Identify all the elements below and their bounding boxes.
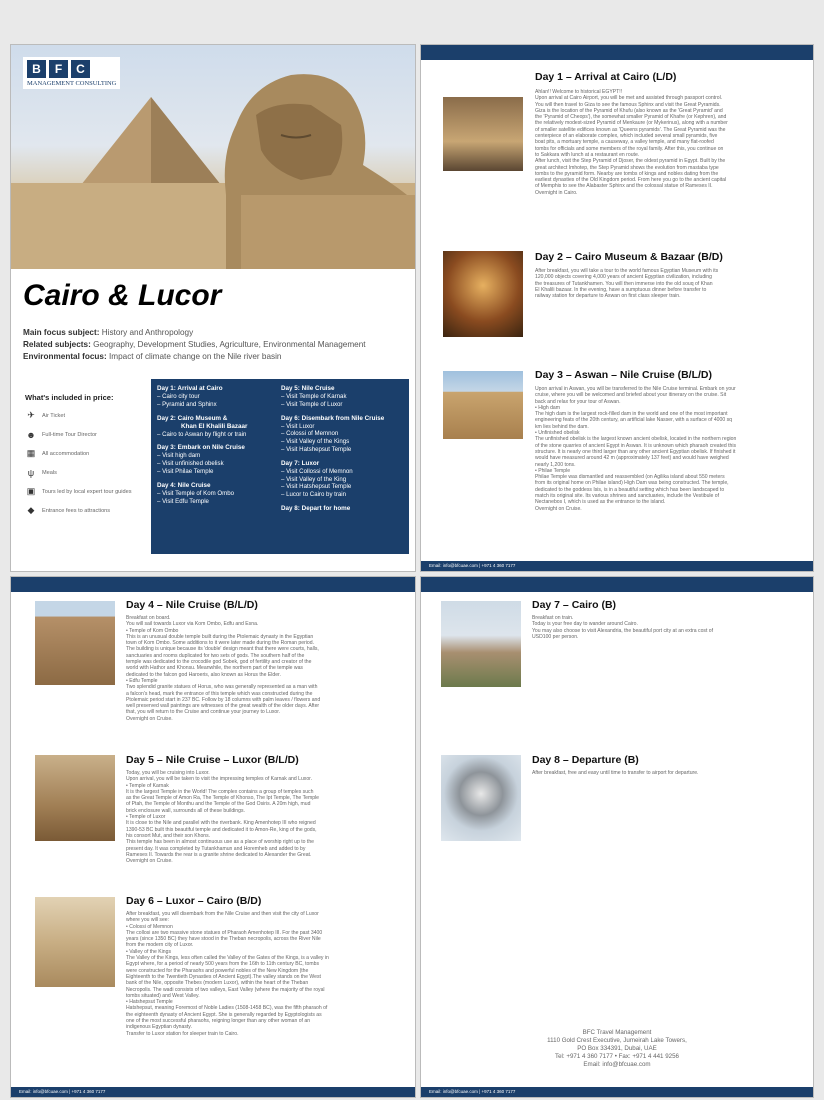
body-line: Today, you will be cruising into Luxor. (126, 770, 210, 776)
page-footer: Email: info@bfcuae.com | +971 4 360 7177 (421, 561, 813, 571)
focus-block (23, 327, 415, 363)
itinerary-item: – Visit Temple of Kom Ombo (157, 489, 234, 497)
included-item (25, 482, 150, 501)
bus-icon: ▣ (26, 486, 36, 496)
included-label: Entrance fees to attractions (42, 507, 111, 514)
body-line: After lunch, visit the Step Pyramid of Djoser, the oldest pyramid in Egypt. Built by the (535, 158, 726, 165)
top-bar (421, 45, 813, 60)
day-title: Day 5 – Nile Cruise – Luxor (B/L/D) (126, 754, 299, 766)
itinerary-item: – Colossi of Memnon (281, 430, 339, 438)
body-line: great architect Imhotep, the Step Pyramid shows the evolution from mastaba type (535, 164, 719, 171)
day-title: Day 1 – Arrival at Cairo (L/D) (535, 71, 677, 83)
sphinx-pyramid-photo (11, 45, 416, 269)
itinerary-item: – Cairo city tour (157, 393, 200, 400)
body-line: Giza is the location of the Pyramid of Khufu (also known as the 'Great Pyramid' and (535, 107, 723, 114)
included-label: Meals (42, 469, 57, 476)
body-line: You will sail towards Luxor via Kom Ombo, Edfu and Esna. (126, 621, 259, 628)
itinerary-day-title: Day 1: Arrival at Cairo (157, 385, 223, 392)
body-line: The high dam is the largest rock-filled dam in the world and one of the most important (535, 411, 728, 418)
included-label: All accommodation (42, 450, 90, 457)
body-line: his consort Mut, and their son Khons. (126, 832, 211, 839)
body-line: of Memphis to see the Alabaster Sphinx and the colossal statue of Rameses II. (535, 183, 713, 190)
ticket-icon: ◆ (27, 505, 35, 515)
hatshepsut-temple-photo (35, 897, 115, 987)
body-line: • Philae Temple (535, 467, 571, 474)
body-line: You may also choose to visit Alexandria, the beautiful port city at an extra cost of (532, 627, 714, 634)
itinerary-day (157, 444, 277, 475)
day-title: Day 3 – Aswan – Nile Cruise (B/L/D) (535, 369, 712, 381)
body-line: • High dam (535, 404, 560, 411)
body-line: boat pits, a mortuary temple, a causeway, a valley temple, and many flat-roofed (535, 139, 714, 146)
body-line: • Hatshepsut Temple (126, 999, 173, 1006)
body-line: • Temple of Karnak (126, 782, 169, 789)
body-line: Overnight in Cairo. (535, 189, 578, 196)
included-label: Tours led by local expert tour guides (42, 488, 132, 495)
temple-photo (443, 371, 523, 439)
cover-page (10, 44, 416, 572)
day-body (126, 770, 406, 864)
body-line: You will then travel to Giza to see the famous Sphinx and visit the Great Pyramids. (535, 101, 721, 108)
body-line: The Valley of the Kings, less often called the Valley of the Gates of the Kings, is a valley in (126, 955, 329, 962)
focus-label: Related subjects: (23, 340, 91, 349)
included-item (25, 463, 150, 482)
day-body (535, 268, 811, 299)
logo-letter: B (27, 60, 46, 78)
body-line: Upon arrival at Cairo Airport, you will be met and assisted through passport control. (535, 95, 723, 102)
itinerary-item: – Pyramid and Sphinx (157, 400, 217, 408)
body-line: tombs to the pyramid form. Nearby are tombs of kings and nobles dating from the (535, 170, 719, 177)
body-line: of Ptah, the Temple of Monthu and the Temple of the God Osiris. A 20m high, mud (126, 801, 311, 808)
body-line: Necropolis. The wadi consists of two valleys, East Valley (where the majority of the royal (126, 986, 325, 993)
included-item (25, 444, 150, 463)
body-line: to Sakkara with lunch at a restaurant en route. (535, 151, 640, 158)
itinerary-day (281, 385, 401, 409)
itinerary-column (281, 385, 401, 554)
included-list (25, 393, 150, 520)
body-line: This temple has been in almost continuous use as a place of worship right up to the (126, 839, 315, 846)
body-line: Ptolemaic period start in 237 BC. Follow by 18 columns with palm leaves / flowers and (126, 696, 321, 703)
body-line: • Temple of Kom Ombo (126, 627, 179, 634)
body-line: a falcon's head, mark the entrance of this temple which was constructed during the (126, 690, 313, 697)
airplane-icon: ✈ (27, 410, 35, 420)
tour-director-icon: ☻ (26, 429, 36, 440)
itinerary-item: – Visit Philae Temple (157, 467, 214, 475)
tour-title: Cairo & Lucor (23, 279, 222, 312)
logo-letter: F (49, 60, 68, 78)
body-line: brick enclosure wall, surrounds all of these buildings. (126, 807, 245, 814)
day-title: Day 4 – Nile Cruise (B/L/D) (126, 599, 258, 611)
included-label: Full-time Tour Director (42, 431, 97, 438)
included-item (25, 425, 150, 444)
itinerary-column (157, 385, 277, 554)
body-line: Eighteenth to the Twentieth Dynasties of Ancient Egypt).The valley stands on the West (126, 973, 321, 980)
body-line: tombs situated) and West Valley. (126, 992, 200, 999)
body-line: Nectanebos I, which is used as the entrance to the island. (535, 499, 666, 506)
body-line: from its original home on Philae island) High Dam was being constructed. The temple, (535, 480, 729, 487)
body-line: It is close to the Nile and parallel with the riverbank. King Amenhotep III who reigned (126, 820, 316, 827)
focus-label: Environmental focus: (23, 352, 107, 361)
body-line: Breakfast on board. (126, 615, 171, 621)
itinerary-day (281, 505, 401, 513)
page-footer: Email: info@bfcuae.com | +971 4 360 7177 (11, 1087, 415, 1097)
itinerary-item: – Visit Temple of Karnak (281, 393, 347, 400)
body-line: well preserved wall paintings are witnesses of the great wealth of the older days. After (126, 703, 320, 710)
itinerary-day-title: Day 4: Nile Cruise (157, 481, 211, 489)
body-line: where you will see: (126, 917, 170, 924)
page-footer: Email: info@bfcuae.com | +971 4 360 7177 (421, 1087, 813, 1097)
karnak-temple-photo (35, 755, 115, 841)
itinerary-day (281, 460, 401, 499)
body-line: Upon arrival in Aswan, you will be transferred to the Nile Cruise terminal. Embark on your (535, 386, 736, 392)
body-line: temple was dedicated to the crocodile god Sobek, god of fertility and creator of the (126, 659, 312, 666)
body-line: USD100 per person. (532, 633, 579, 640)
day-body (535, 89, 811, 196)
body-line: • Valley of the Kings (126, 948, 172, 955)
address-line: PO Box 334391, Dubai, UAE (577, 1045, 657, 1052)
body-line: town of Kom Ombo. Some additions to it were later made during the Roman period. (126, 640, 314, 647)
body-line: • Colossi of Memnon (126, 923, 173, 930)
body-line: Two splendid granite statues of Horus, who was generally represented as a man with (126, 684, 318, 691)
cairo-city-photo (441, 601, 521, 687)
itinerary-day-title: Day 2: Cairo Museum & (157, 414, 228, 422)
bazaar-photo (443, 251, 523, 337)
body-line: Rameses II. Towards the rear is a granite shrine dedicated to Alexander the Great. (126, 851, 312, 858)
body-line: dedicated to the falcon god Haroeris, also known as Horus the Elder. (126, 671, 281, 678)
itinerary-item: – Lucor to Cairo by train (281, 491, 347, 499)
body-line: After breakfast, you will disembark from the Nile Cruise and then visit the city of Luxor (126, 911, 319, 917)
itinerary-item: – Visit Hatshepsut Temple (281, 483, 352, 491)
globe-sculpture-photo (441, 755, 521, 841)
body-line: dedicated to the goddess Isis, is in a beautiful setting which has been landscaped to (535, 486, 725, 493)
day-title: Day 8 – Departure (B) (532, 754, 639, 766)
body-line: The building is unique because its 'double' design meant that there were courts, halls, (126, 646, 319, 653)
body-line: The collosi are two massive stone statues of Pharaoh Amenhotep III. For the past 3400 (126, 929, 323, 936)
kom-ombo-temple-photo (35, 601, 115, 685)
itinerary-day-title: Day 8: Depart for home (281, 504, 351, 512)
itinerary-item: – Visit Edfu Temple (157, 497, 209, 505)
body-line: Transfer to Luxor station for sleeper train to Cairo. (126, 1030, 239, 1037)
focus-value: History and Anthropology (101, 328, 194, 337)
body-line: of smaller satellite edifices known as 'Queens pyramids'. The Great Pyramid was the (535, 126, 726, 133)
body-line: railway station for departure to Aswan on first class sleeper train. (535, 293, 681, 300)
museum-statues-photo (443, 97, 523, 171)
body-line: Today is your free day to wander around Cairo. (532, 621, 638, 628)
body-line: • Unfinished obelisk (535, 430, 580, 437)
included-label: Air Ticket (42, 412, 66, 419)
included-item (25, 406, 150, 425)
body-line: Overnight on Cruise. (535, 505, 582, 512)
body-line: • Temple of Luxor (126, 814, 166, 821)
itinerary-item: – Visit Temple of Luxor (281, 400, 343, 408)
body-line: El Khalili bazaar. In the evening, have a sumptuous dinner before transfer to (535, 286, 707, 293)
day-title: Day 7 – Cairo (B) (532, 599, 617, 611)
itinerary-item: – Visit Valley of the Kings (281, 438, 350, 446)
itinerary-day-title: Day 6: Disembark from Nile Cruise (281, 414, 385, 422)
meals-icon: ψ (27, 467, 35, 478)
itinerary-item: – Visit Collossi of Memnon (281, 467, 353, 475)
body-line: earliest dynasties of the Old Kingdom period. From here you go to the ancient capital (535, 177, 727, 184)
body-line: sanctuaries and rooms duplicated for two sets of gods. The southern half of the (126, 652, 305, 659)
itinerary-day-title: Khan El Khalili Bazaar (181, 422, 248, 430)
body-line: present day. It was completed by Tutankhamun and Horemheb and added to by (126, 845, 306, 852)
body-line: as the Great Temple of Amon Ra, The Temple of Khonso, The Ipt Temple, The Temple (126, 795, 320, 802)
address-line: 1110 Gold Crest Executive, Jumeirah Lake Towers, (547, 1037, 687, 1044)
body-line: centerpiece of an elaborate complex, which included several small pyramids, five (535, 133, 718, 140)
body-line: the eighteenth dynasty of Ancient Egypt. She is generally regarded by Egyptologists as (126, 1011, 322, 1018)
hotel-icon: ▦ (26, 448, 36, 458)
body-line: tombs for officials and some members of the royal family. After this, you continue on (535, 145, 724, 152)
included-item (25, 501, 150, 520)
top-bar (421, 577, 813, 592)
itinerary-day (157, 482, 277, 506)
body-line: the treasures of Tutankhamen. You will then immerse into the old souq of Khan (535, 280, 713, 287)
day-body (535, 386, 811, 512)
itinerary-day (157, 385, 277, 409)
itinerary-day (157, 415, 277, 439)
body-line: Philae Temple was dismantled and reassembled (on Agilika island about 550 meters (535, 474, 725, 481)
body-line: one of the most successful pharaohs, reigning longer than any other woman of an (126, 1018, 311, 1025)
body-line: Overnight on Cruise. (126, 715, 173, 722)
body-line: structure. It is nearly one third larger than any other ancient Egyptian obelisk. If finished it (535, 448, 736, 455)
day-body (532, 770, 808, 776)
body-line: 1390-53 BC built this beautiful temple and dedicated it to Amon-Re, king of the gods, (126, 826, 317, 833)
phone-line: Tel: +971 4 360 7177 • Fax: +971 4 441 9256 (555, 1053, 679, 1060)
focus-value: Geography, Development Studies, Agriculture, Environmental Management (93, 340, 366, 349)
bfc-logo (23, 57, 120, 89)
body-line: match its original site. Its various shrines and sanctuaries, include the Vestibule of (535, 493, 720, 500)
itinerary-day (281, 415, 401, 454)
itinerary-item: – Visit Valley of the King (281, 475, 347, 483)
body-line: engineering feats of the 20th century, an artificial lake Nasser, with a surface of 4000 sq (535, 417, 732, 424)
body-line: It is the largest Temple in the World! The complex contains a group of temples such (126, 788, 314, 795)
body-line: Overnight on Cruise. (126, 858, 173, 865)
itinerary-item: – Visit high dam (157, 452, 201, 460)
body-line: This is an unusual double temple built during the Ptolemaic dynasty in the Egyptian (126, 633, 314, 640)
company-name: BFC Travel Management (582, 1029, 652, 1036)
body-line: back and relax for your tour of Aswan. (535, 398, 621, 405)
body-line: that, you will return to the Cruise and continue your journey to Luxor. (126, 709, 281, 716)
body-line: would have measured around 42 m (approximately 137 feet) and would have weighed (535, 455, 729, 462)
day-title: Day 2 – Cairo Museum & Bazaar (B/D) (535, 251, 723, 263)
body-line: the 'Pyramid of Cheops'), the somewhat smaller Pyramid of Khafre (or Kephren), and (535, 114, 727, 121)
itinerary-page-2 (10, 576, 416, 1098)
logo-subtitle: MANAGEMENT CONSULTING (27, 80, 117, 87)
day-body (532, 615, 808, 640)
itinerary-day-title: Day 7: Luxor (281, 459, 320, 467)
itinerary-item: – Visit Hatshepsut Temple (281, 445, 352, 453)
top-bar (11, 577, 415, 592)
body-line: Upon arrival, you will be taken to visit the impressing temples of Karnak and Luxor. (126, 776, 313, 783)
body-line: years (since 1350 BC) they have stood in the Theban necropolis, across the River Nile (126, 936, 321, 943)
itinerary-page-1 (420, 44, 814, 572)
contact-block (421, 1029, 813, 1069)
focus-label: Main focus subject: (23, 328, 100, 337)
body-line: The unfinished obelisk is the largest known ancient obelisk, located in the northern region (535, 436, 737, 443)
body-line: • Edfu Temple (126, 677, 158, 684)
email-line: Email: info@bfcuae.com (583, 1061, 651, 1068)
body-line: km lies behind the dam. (535, 423, 589, 430)
body-line: Hatshepsut, meaning Foremost of Noble Ladies (1508-1458 BC), was the fifth pharaoh of (126, 1005, 328, 1012)
body-line: of the stone quarries of ancient Egypt in Aswan. It is unknown which pharaoh created this (535, 442, 737, 449)
focus-value: Impact of climate change on the Nile river basin (109, 352, 282, 361)
body-line: nearly 1,200 tons. (535, 461, 576, 468)
day-body (126, 911, 406, 1037)
itinerary-page-3 (420, 576, 814, 1098)
itinerary-item: – Visit Luxor (281, 422, 315, 430)
body-line: Egypt where, for a period of nearly 500 years from the 16th to 11th century BC, tombs (126, 961, 320, 968)
included-heading: What's included in price: (25, 393, 114, 402)
body-line: indigenous Egyptian dynasty. (126, 1024, 192, 1031)
itinerary-item: – Visit unfinished obelisk (157, 460, 224, 468)
logo-letter: C (71, 60, 90, 78)
body-line: After breakfast, you will take a tour to the world famous Egyptian Museum with its (535, 268, 719, 274)
body-line: 120,000 objects covering 4,000 years of ancient Egyptian civilization, including (535, 274, 712, 281)
body-line: After breakfast, free and easy until time to transfer to airport for departure. (532, 770, 699, 776)
itinerary-day-title: Day 3: Embark on Nile Cruise (157, 444, 245, 452)
day-body (126, 615, 406, 722)
body-line: Ahlan!! Welcome to historical EGYPT!! (535, 89, 623, 95)
body-line: world with Hathor and Khonsu. Meanwhile, the northern part of the temple was (126, 665, 303, 672)
day-title: Day 6 – Luxor – Cairo (B/D) (126, 895, 262, 907)
body-line: from the modern city of Luxor. (126, 942, 194, 949)
body-line: the relatively modest-sized Pyramid of Menkaure (or Mykerinus), along with a number (535, 120, 728, 127)
body-line: Breakfast on train. (532, 615, 574, 621)
body-line: cruise, where you will be welcomed and briefed about your itinerary on the cruise. Sit (535, 392, 727, 399)
itinerary-day-title: Day 5: Nile Cruise (281, 385, 335, 392)
itinerary-box (151, 379, 409, 554)
body-line: bank of the Nile, opposite Thebes (modern Luxor), within the heart of the Theban (126, 980, 309, 987)
body-line: were constructed for the Pharaohs and powerful nobles of the New Kingdom (the (126, 967, 309, 974)
itinerary-item: – Cairo to Aswan by flight or train (157, 430, 247, 438)
